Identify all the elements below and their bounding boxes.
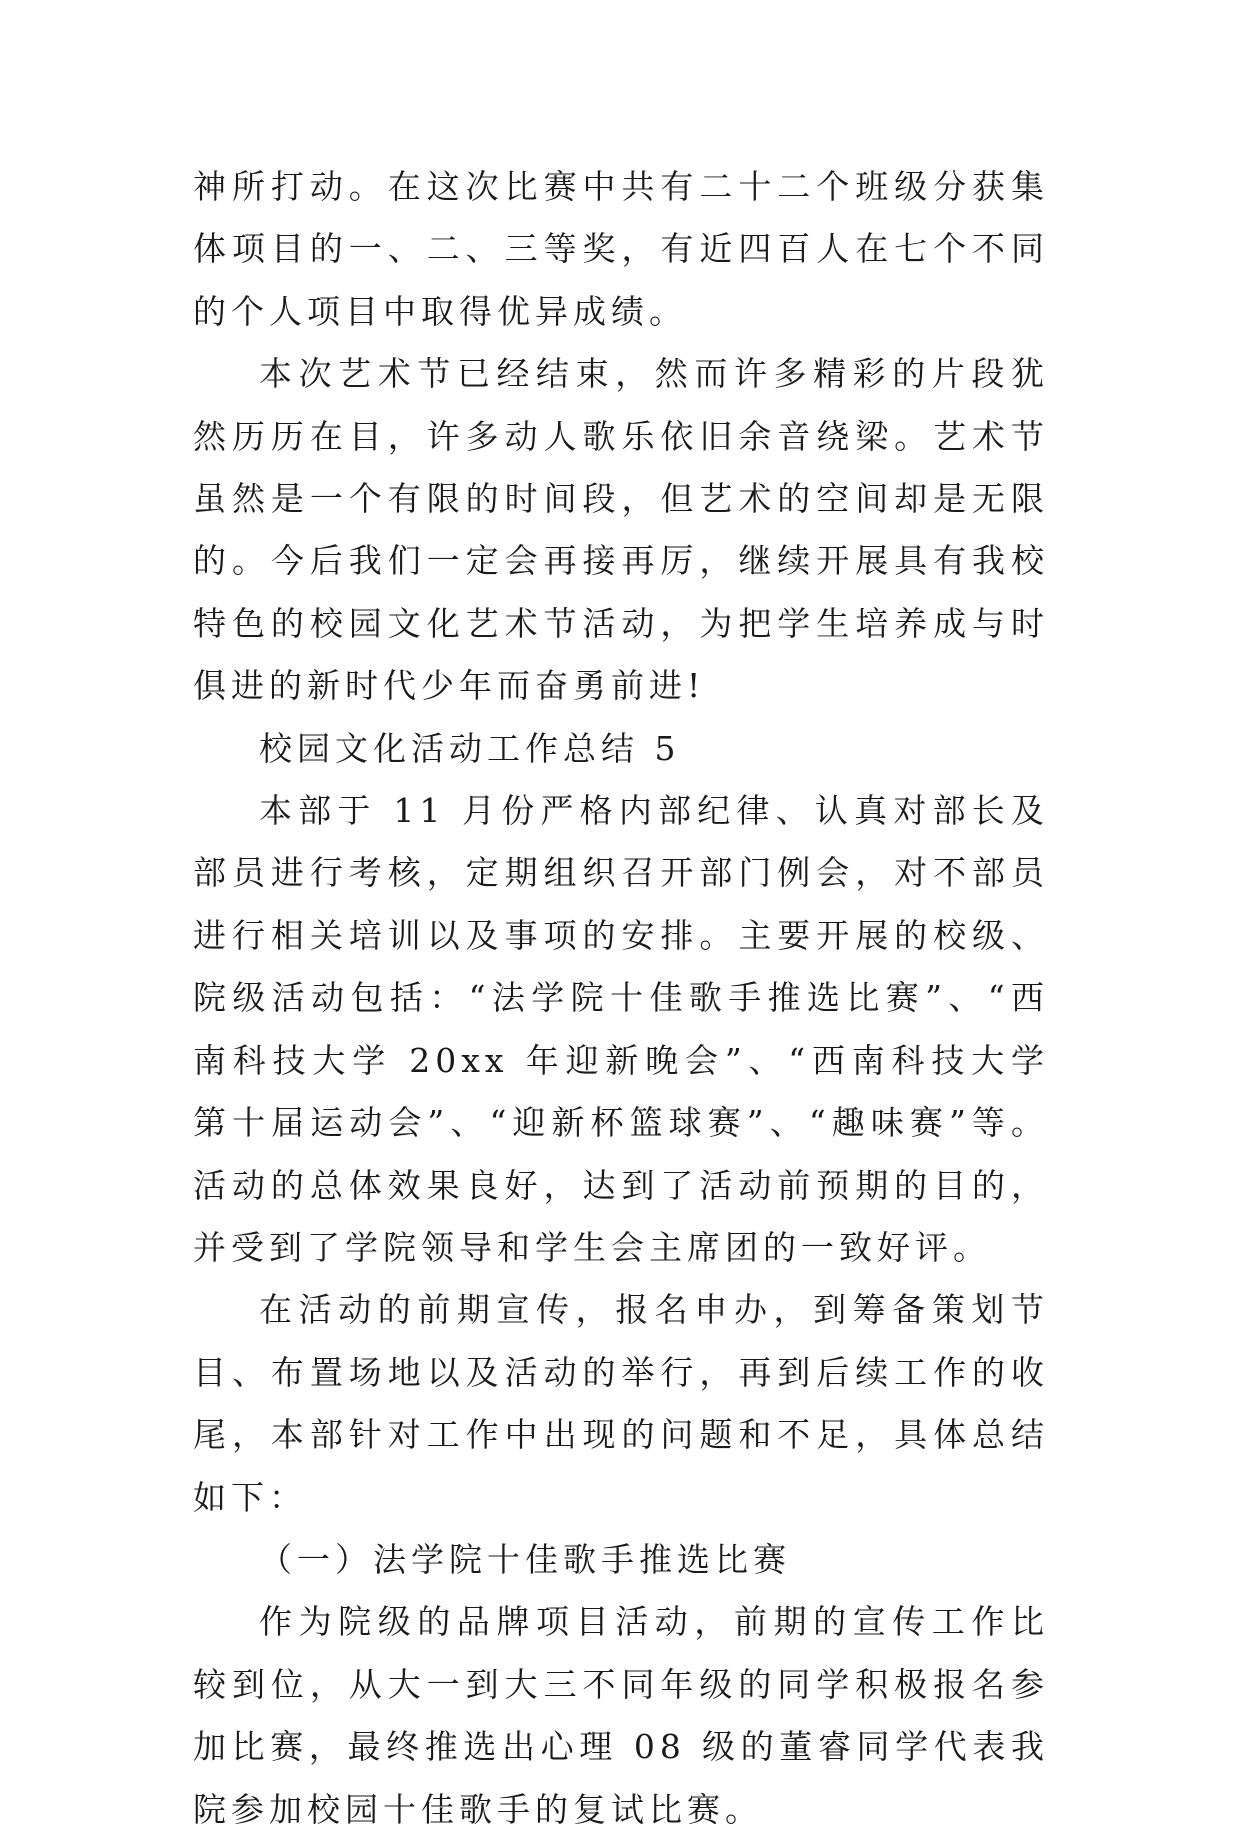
paragraph-singer-contest: 作为院级的品牌项目活动，前期的宣传工作比较到位，从大一到大三不同年级的同学积极报名参加比赛，最终推选出心理 08 级的董睿同学代表我院参加校园十佳歌手的复试比赛。 — [193, 1602, 1049, 1829]
document-body — [193, 156, 1049, 1841]
paragraph-department-overview: 本部于 11 月份严格内部纪律、认真对部长及部员进行考核，定期组织召开部门例会，对不部员进行相关培训以及事项的安排。主要开展的校级、院级活动包括：“法学院十佳歌手推选比赛”、“西南科技大学 20xx 年迎新晚会”、“西南科技大学第十届运动会”、“迎新杯篮球赛”、“趣味赛”等。活动的总体效果良好，达到了活动前预期的目的，并受到了学院领导和学生会主席团的一致好评。 — [193, 791, 1049, 1267]
paragraph-continuation: 神所打动。在这次比赛中共有二十二个班级分获集体项目的一、二、三等奖，有近四百人在七个不同的个人项目中取得优异成绩。 — [193, 167, 1049, 331]
paragraph-art-festival-conclusion: 本次艺术节已经结束，然而许多精彩的片段犹然历历在目，许多动人歌乐依旧余音绕梁。艺术节虽然是一个有限的时间段，但艺术的空间却是无限的。今后我们一定会再接再厉，继续开展具有我校特色的校园文化艺术节活动，为把学生培养成与时俱进的新时代少年而奋勇前进! — [193, 354, 1049, 706]
section-title: 校园文化活动工作总结 5 — [259, 728, 681, 768]
paragraph-summary-intro: 在活动的前期宣传，报名申办，到筹备策划节目、布置场地以及活动的举行，再到后续工作的收尾，本部针对工作中出现的问题和不足，具体总结如下： — [193, 1290, 1049, 1517]
subsection-title: （一）法学院十佳歌手推选比赛 — [259, 1539, 791, 1579]
